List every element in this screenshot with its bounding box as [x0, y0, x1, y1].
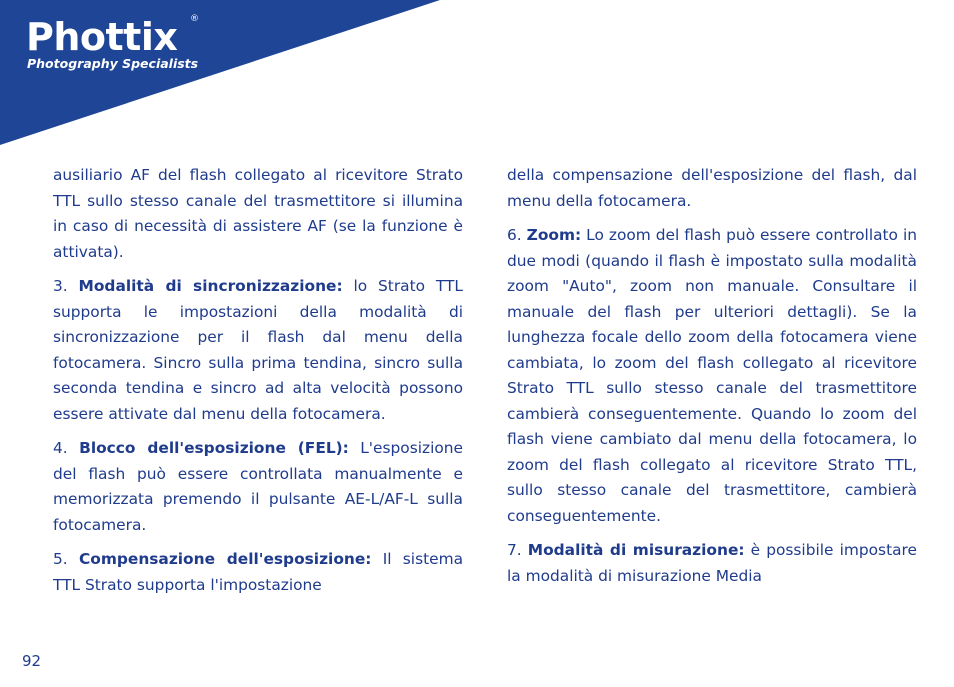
item-title: Zoom:: [526, 226, 582, 244]
item-title: Modalità di sincronizzazione:: [78, 277, 343, 295]
paragraph-text: è possibile impostare la modalità di misurazione Media: [507, 541, 917, 585]
item-title: Blocco dell'esposizione (FEL):: [79, 439, 349, 457]
paragraph-sync-mode: [53, 274, 463, 427]
item-number: 5.: [53, 550, 79, 568]
paragraph-text: lo Strato TTL supporta le impostazioni della modalità di sincronizzazione per il flash dal menu della fotocamera. Sincro sulla prima tendina, sincro sulla seconda tendina e sincro ad alta velocità possono essere attivate dal menu della fotocamera.: [53, 277, 464, 423]
item-number: 7.: [507, 541, 528, 559]
paragraph-fel: [53, 436, 463, 538]
item-number: 4.: [53, 439, 80, 457]
paragraph-text: della compensazione dell'esposizione del flash, dal menu della fotocamera.: [507, 166, 917, 210]
paragraph-exposure-comp: [53, 547, 463, 598]
registered-mark: ®: [190, 14, 199, 24]
paragraph-zoom: [507, 223, 917, 529]
brand-tagline: Photography Specialists: [27, 56, 199, 71]
paragraph-text: ausiliario AF del flash collegato al ricevitore Strato TTL sullo stesso canale del trasmettitore si illumina in caso di necessità di assistere AF (se la funzione è attivata).: [53, 166, 463, 261]
paragraph-text: L'esposizione del flash può essere controllata manualmente e memorizzata premendo il pulsante AE-L/AF-L sulla fotocamera.: [53, 439, 463, 534]
item-number: 3.: [53, 277, 79, 295]
item-title: Compensazione dell'esposizione:: [78, 550, 372, 568]
item-number: 6.: [507, 226, 527, 244]
page-number: 92: [22, 652, 42, 670]
paragraph-text: Il sistema TTL Strato supporta l'impostazione: [53, 550, 464, 594]
paragraph-af-assist: [53, 163, 463, 265]
right-column: [507, 163, 917, 598]
paragraph-exposure-comp-cont: [507, 163, 917, 214]
item-title: Modalità di misurazione:: [527, 541, 745, 559]
paragraph-metering: [507, 538, 917, 589]
paragraph-text: Lo zoom del flash può essere controllato in due modi (quando il flash è impostato sulla modalità zoom "Auto", zoom non manuale. Consultare il manuale del flash per ulteriori dettagli). Se la lunghezza focale dello zoom della fotocamera viene cambiata, lo zoom del flash collegato al ricevitore Strato TTL sullo stesso canale del trasmettitore cambierà conseguentemente. Quando lo zoom del flash viene cambiato dal menu della fotocamera, lo zoom del flash collegato al ricevitore Strato TTL, sullo stesso canale del trasmettitore, cambierà conseguentemente.: [507, 226, 917, 525]
brand-logo: Phottix: [26, 15, 178, 59]
left-column: [53, 163, 463, 607]
